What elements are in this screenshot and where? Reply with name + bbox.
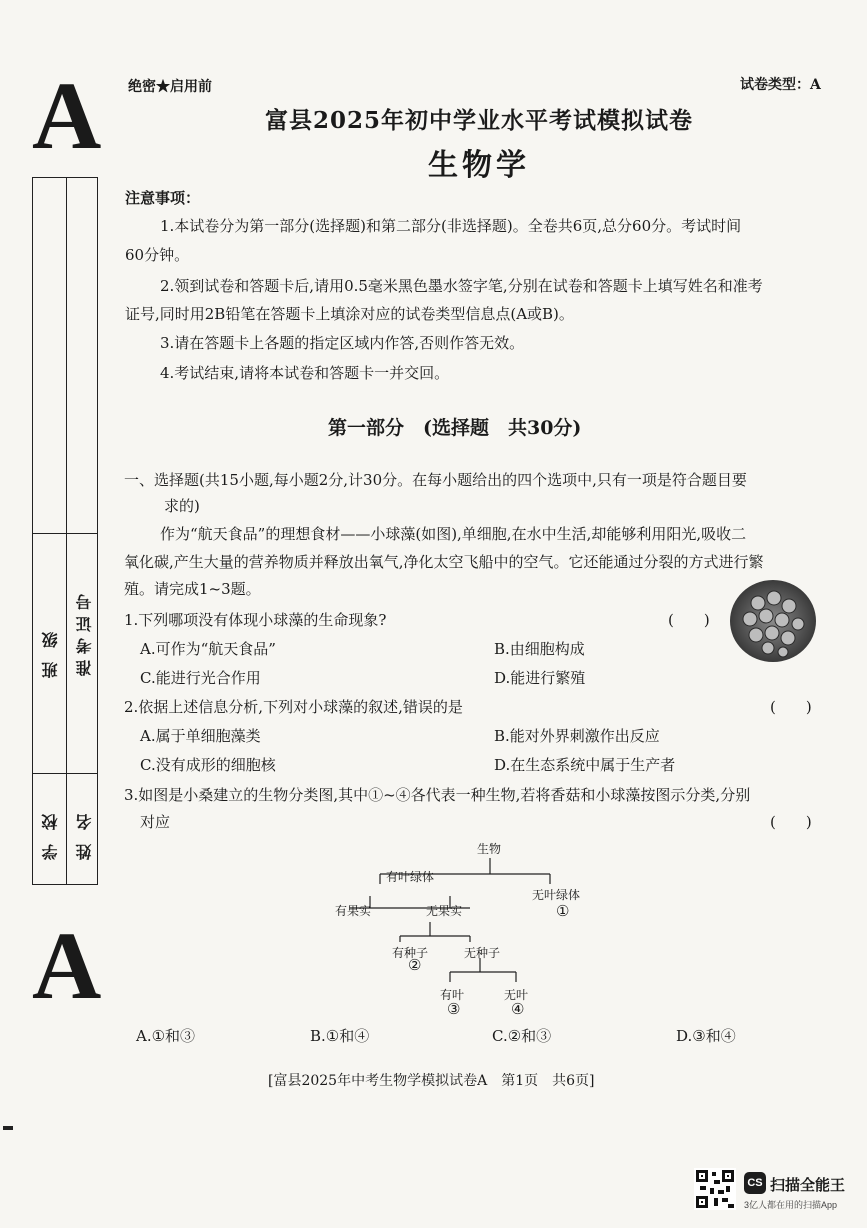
scanner-app-tagline: 3亿人都在用的扫描App: [744, 1200, 838, 1210]
notice-line: 证号,同时用2B铅笔在答题卡上填涂对应的试卷类型信息点(A或B)。: [125, 305, 574, 323]
tree-num-2: ②: [408, 956, 422, 974]
binding-strip: [32, 177, 98, 885]
question-1-stem: 1.下列哪项没有体现小球藻的生命现象?: [124, 611, 387, 629]
confidential-mark: 绝密★启用前: [128, 79, 212, 95]
question-3-stem: 3.如图是小桑建立的生物分类图,其中①~④各代表一种生物,若将香菇和小球藻按图示分类,分别: [124, 786, 751, 804]
classification-tree: [330, 838, 610, 1018]
option: B.①和④: [310, 1027, 370, 1045]
option: C.②和③: [492, 1027, 552, 1045]
class-label: 班级: [41, 618, 60, 678]
part1-instruction: 一、选择题(共15小题,每小题2分,计30分。在每小题给出的四个选项中,只有一项是符合题目要: [124, 471, 747, 489]
option: B.由细胞构成: [494, 640, 585, 658]
paper-type-label: 试卷类型：A: [740, 77, 821, 93]
tree-num-1: ①: [556, 902, 570, 920]
notice-line: 1.本试卷分为第一部分(选择题)和第二部分(非选择题)。全卷共6页,总分60分。考试时间: [160, 217, 742, 235]
tree-node-without-fruit: 无果实: [426, 904, 463, 918]
scanner-app-name: 扫描全能王: [770, 1177, 846, 1194]
exam-title: 富县2025年初中学业水平考试模拟试卷: [265, 107, 694, 134]
tree-root: 生物: [477, 842, 502, 856]
name-label: 姓名: [75, 800, 94, 860]
paper-type-letter-bottom: A: [32, 912, 102, 1019]
passage-line: 作为“航天食品”的理想食材——小球藻(如图),单细胞,在水中生活,却能够利用阳光,吸收二: [160, 525, 747, 543]
question-3-stem-cont: 对应: [140, 813, 171, 831]
answer-bracket: ( ): [668, 611, 710, 629]
subject-title: 生物学: [428, 148, 530, 183]
option: B.能对外界刺激作出反应: [494, 727, 660, 745]
qr-code-icon: [694, 1168, 736, 1210]
tree-num-4: ④: [511, 1000, 525, 1018]
part1-heading: 第一部分 (选择题 共30分): [328, 417, 582, 439]
answer-bracket: ( ): [770, 698, 812, 716]
notice-line: 3.请在答题卡上各题的指定区域内作答,否则作答无效。: [160, 334, 525, 352]
option: C.没有成形的细胞核: [140, 756, 276, 774]
exam-number-label: 准考证号: [75, 588, 94, 676]
school-label: 学校: [41, 800, 60, 860]
tree-node-without-chloroplast: 无叶绿体: [532, 888, 581, 902]
scanner-app-logo: CS: [744, 1172, 766, 1194]
tree-node-with-fruit: 有果实: [335, 904, 372, 918]
notice-line: 2.领到试卷和答题卡后,请用0.5毫米黑色墨水签字笔,分别在试卷和答题卡上填写姓名和准考: [160, 277, 763, 295]
tree-node-with-chloroplast: 有叶绿体: [386, 870, 435, 884]
chlorella-image: [728, 578, 818, 664]
passage-line: 殖。请完成1~3题。: [124, 580, 261, 598]
part1-instruction-cont: 求的): [164, 497, 200, 515]
option: D.能进行繁殖: [494, 669, 586, 687]
edge-mark: [3, 1126, 13, 1130]
question-2-stem: 2.依据上述信息分析,下列对小球藻的叙述,错误的是: [124, 698, 463, 716]
tree-node-with-leaf: 有叶: [440, 988, 465, 1002]
option: A.属于单细胞藻类: [140, 727, 261, 745]
tree-node-with-seed: 有种子: [392, 946, 429, 960]
notice-line: 60分钟。: [125, 246, 190, 264]
tree-node-without-leaf: 无叶: [504, 988, 529, 1002]
option: D.③和④: [676, 1027, 736, 1045]
paper-type-letter-top: A: [32, 62, 102, 169]
option: A.可作为“航天食品”: [140, 640, 276, 658]
notice-line: 4.考试结束,请将本试卷和答题卡一并交回。: [160, 364, 450, 382]
tree-node-without-seed: 无种子: [464, 946, 501, 960]
option: C.能进行光合作用: [140, 669, 261, 687]
passage-line: 氧化碳,产生大量的营养物质并释放出氧气,净化太空飞船中的空气。它还能通过分裂的方式进行繁: [124, 553, 764, 571]
answer-bracket: ( ): [770, 813, 812, 831]
notice-heading: 注意事项：: [125, 189, 201, 207]
tree-num-3: ③: [447, 1000, 461, 1018]
page-footer: [富县2025年中考生物学模拟试卷A 第1页 共6页]: [268, 1073, 595, 1089]
option: A.①和③: [136, 1027, 196, 1045]
option: D.在生态系统中属于生产者: [494, 756, 676, 774]
